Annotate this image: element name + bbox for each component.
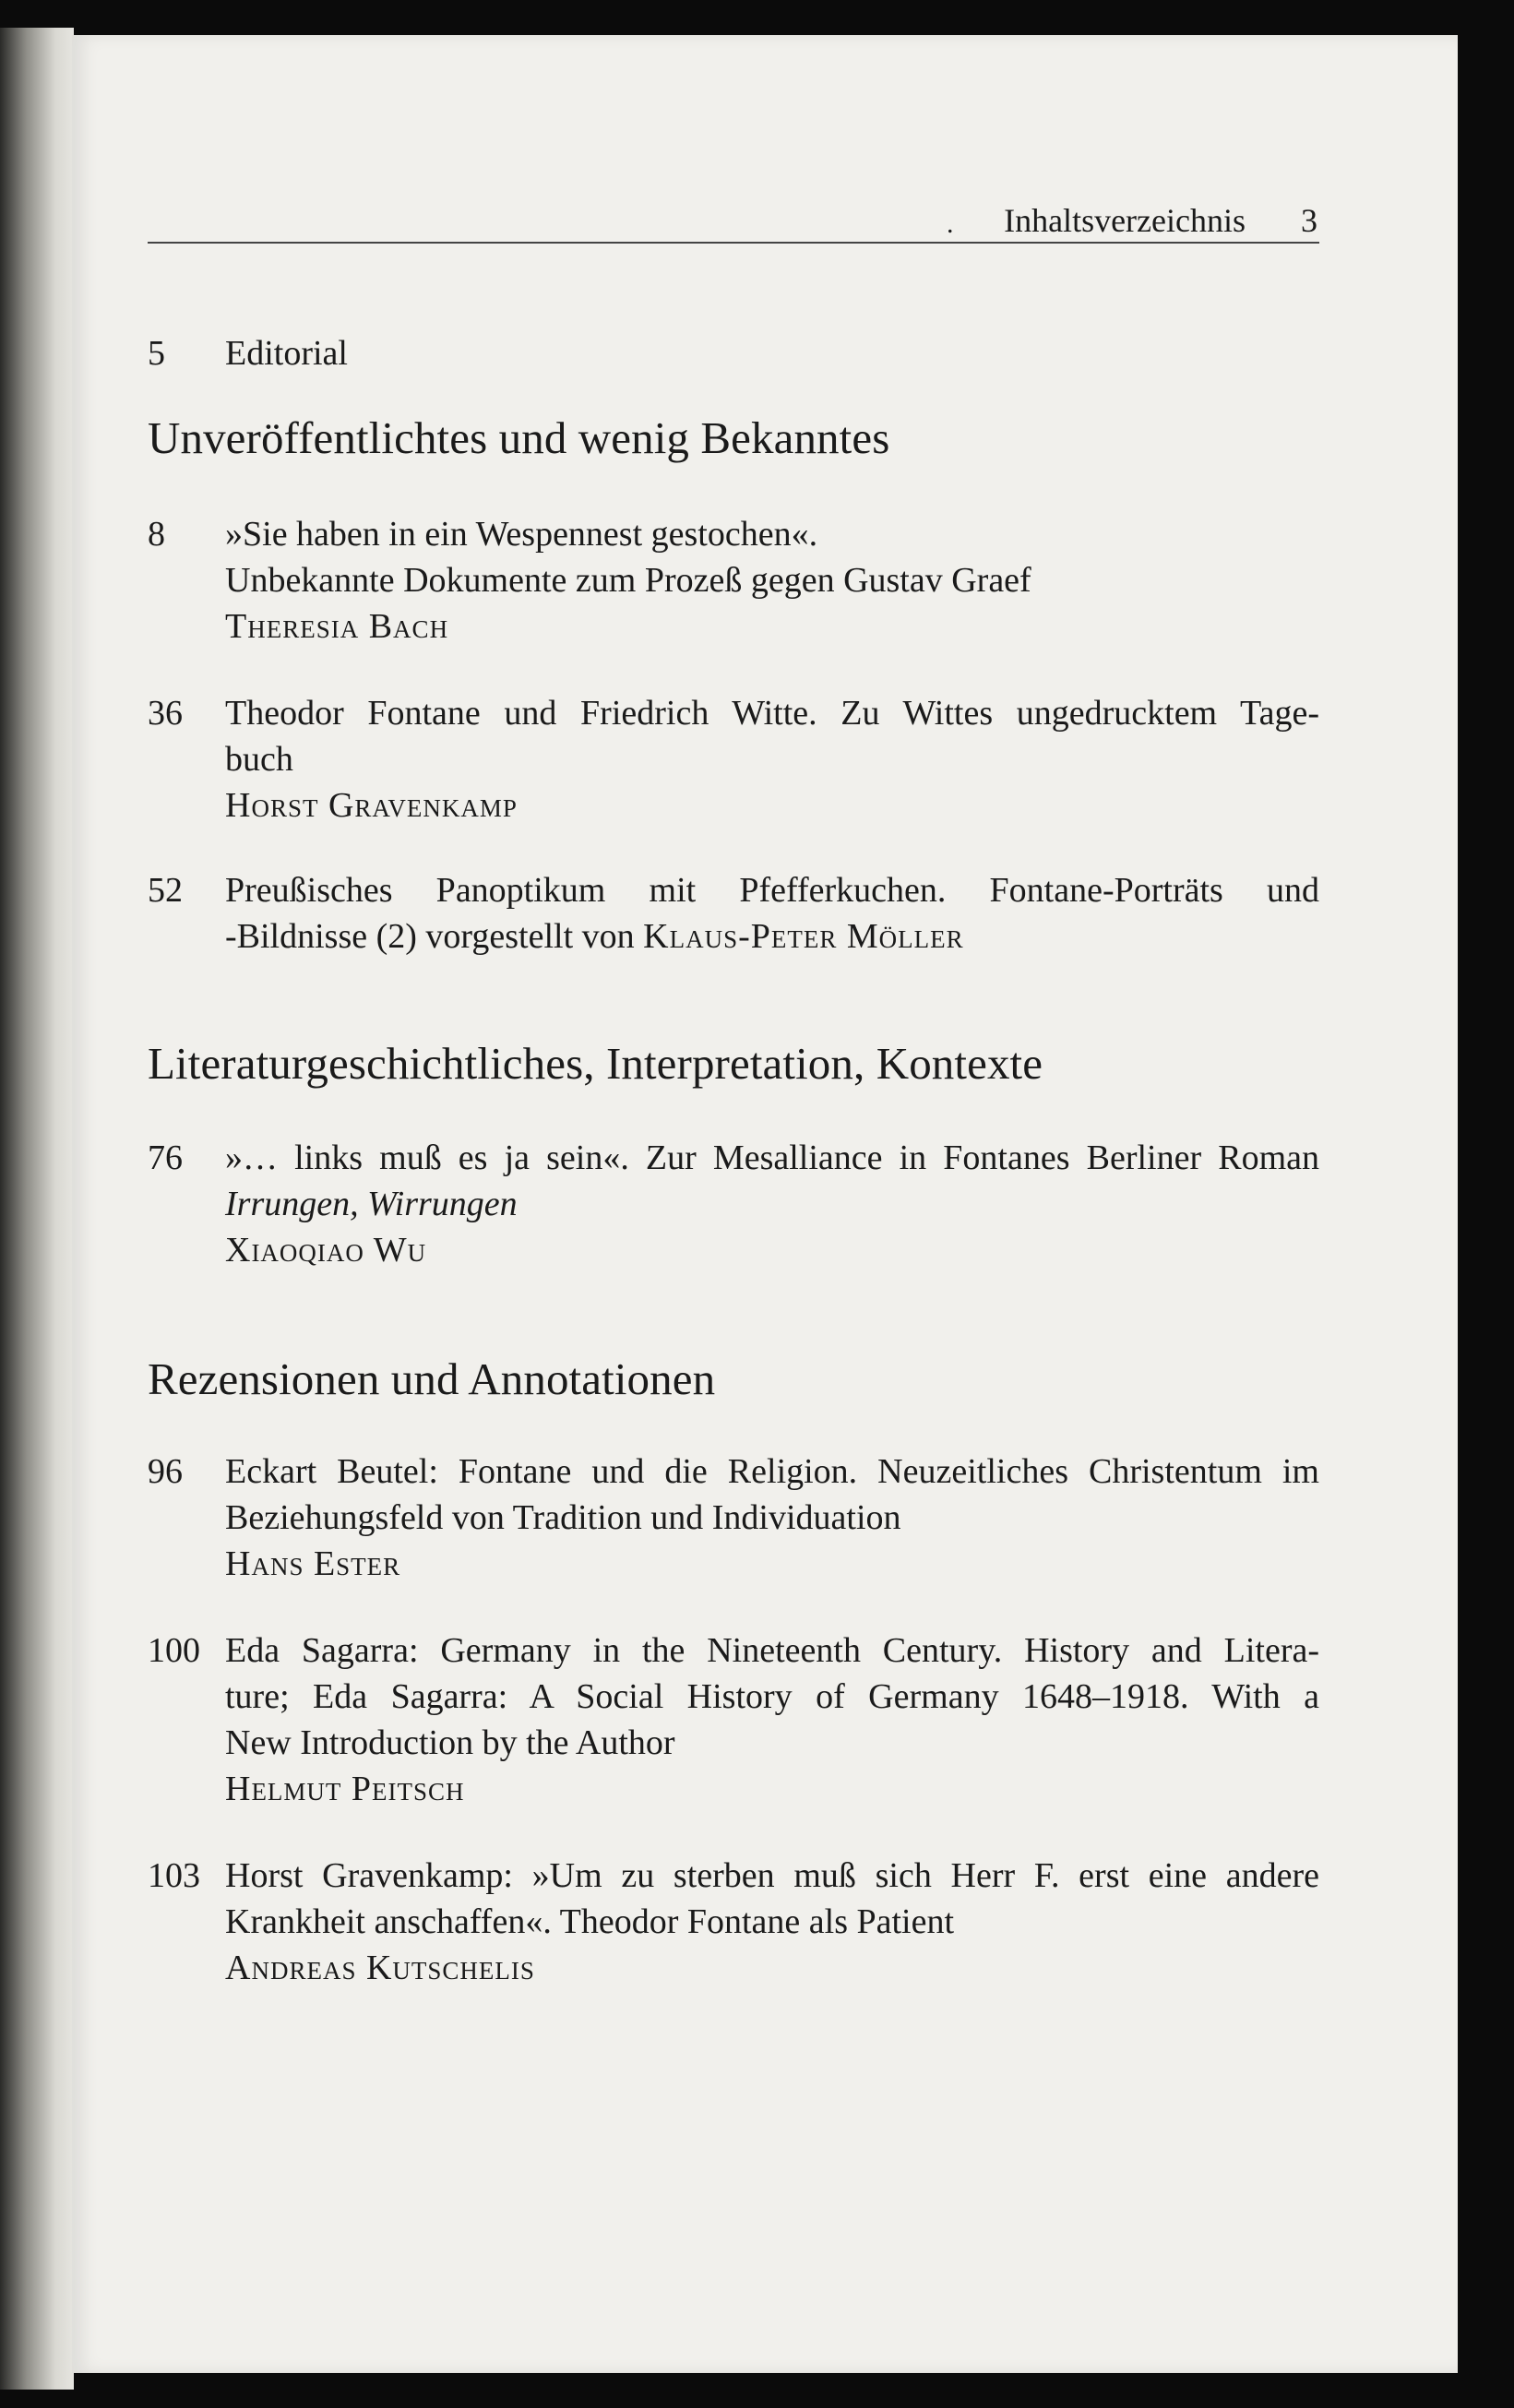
toc-entry-title: Unbekannte Dokumente zum Prozeß gegen Gustav Graef (225, 561, 1031, 600)
toc-entry-author: Helmut Peitsch (225, 1770, 465, 1808)
toc-entry-title: »Sie haben in ein Wespennest gestochen«. (225, 515, 818, 554)
section-heading: Rezensionen und Annotationen (148, 1353, 716, 1404)
toc-entry-title: Theodor Fontane und Friedrich Witte. Zu Wittes ungedrucktem Tage- (225, 694, 1319, 733)
toc-entry-title: Eckart Beutel: Fontane und die Religion. Neuzeitliches Christentum im (225, 1452, 1319, 1491)
running-header (148, 196, 1319, 244)
toc-page-number: 76 (148, 1138, 183, 1177)
toc-page-number: 100 (148, 1631, 200, 1670)
toc-page-number: 36 (148, 694, 183, 733)
toc-entry-title: Preußisches Panoptikum mit Pfefferkuchen. Fontane-Porträts und (225, 871, 1319, 910)
toc-entry-title: Irrungen, Wirrungen (225, 1185, 518, 1223)
toc-entry-author: Xiaoqiao Wu (225, 1231, 427, 1270)
toc-page-number: 5 (148, 334, 165, 373)
toc-entry-title: buch (225, 740, 293, 779)
toc-entry-title: Beziehungsfeld von Tradition und Individuation (225, 1498, 901, 1537)
toc-entry-author: Horst Gravenkamp (225, 786, 518, 825)
toc-entry-author: Theresia Bach (225, 607, 449, 646)
toc-page-number: 103 (148, 1856, 200, 1895)
toc-page-number: 52 (148, 871, 183, 910)
toc-entry-author: Klaus-Peter Möller (643, 917, 964, 956)
toc-entry-title: ture; Eda Sagarra: A Social History of Germany 1648–1918. With a (225, 1677, 1319, 1716)
toc-entry-title: Krankheit anschaffen«. Theodor Fontane als Patient (225, 1902, 955, 1941)
toc-entry-title: »… links muß es ja sein«. Zur Mesalliance in Fontanes Berliner Roman (225, 1138, 1319, 1177)
toc-entry-title: Editorial (225, 334, 348, 373)
book-binding-edge (0, 28, 74, 2390)
page-number: 3 (1301, 202, 1317, 239)
toc-entry-author: Hans Ester (225, 1544, 401, 1583)
section-heading: Literaturgeschichtliches, Interpretation, Kontexte (148, 1038, 1043, 1089)
header-title: Inhaltsverzeichnis (1004, 202, 1246, 239)
toc-page-number: 96 (148, 1452, 183, 1491)
header-dot: . (947, 209, 954, 239)
toc-entry-title: -Bildnisse (2) vorgestellt von (225, 917, 635, 956)
toc-entry-title: Horst Gravenkamp: »Um zu sterben muß sich Herr F. erst eine andere (225, 1856, 1319, 1895)
toc-entry-author: Andreas Kutschelis (225, 1949, 535, 1987)
section-heading: Unveröffentlichtes und wenig Bekanntes (148, 412, 890, 463)
toc-entry-title: New Introduction by the Author (225, 1723, 675, 1762)
toc-entry-title: Eda Sagarra: Germany in the Nineteenth Century. History and Litera- (225, 1631, 1319, 1670)
toc-page-number: 8 (148, 515, 165, 554)
